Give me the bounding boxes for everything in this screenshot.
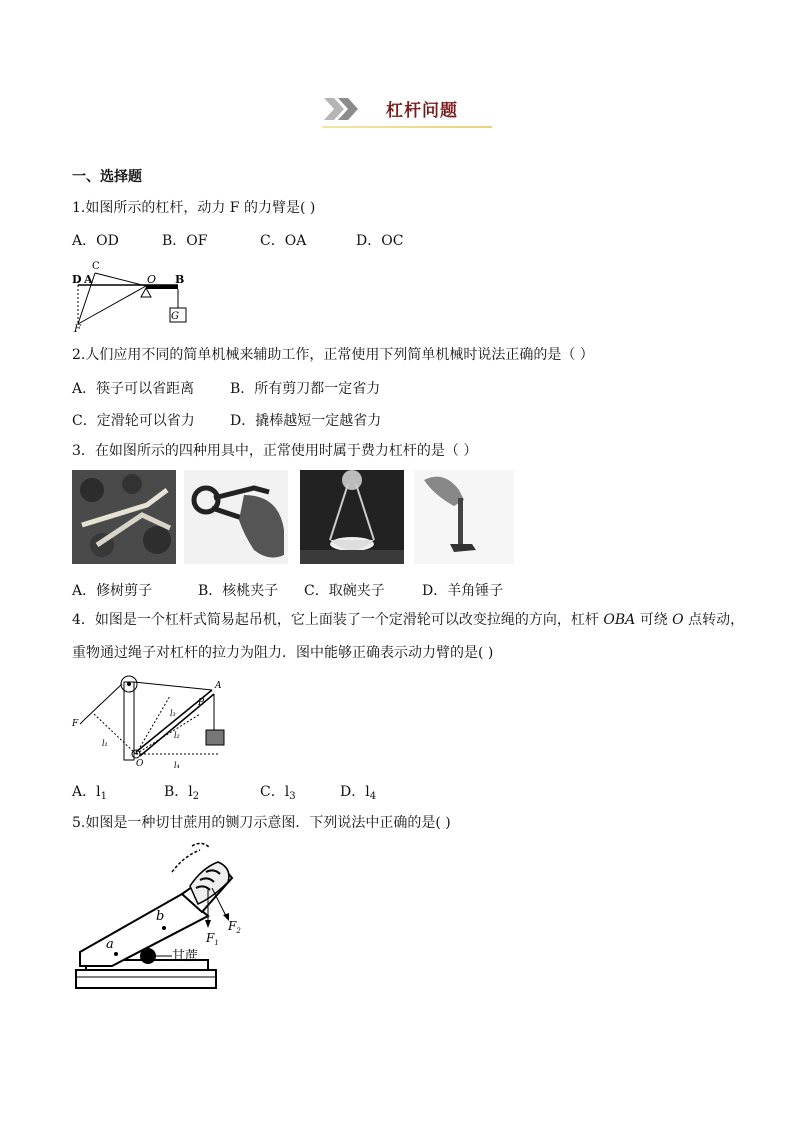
q2-option-d[interactable]: D．撬棒越短一定越省力	[230, 413, 382, 429]
q4-option-c[interactable]: C．$l_3$	[260, 784, 296, 802]
question-1-stem: 1.如图所示的杠杆，动力 F 的力臂是( )	[72, 200, 316, 216]
q5-guillotine-figure	[72, 842, 252, 994]
question-2-options-row2	[72, 410, 472, 430]
q1-label-f: F	[74, 324, 81, 334]
q5-label-sugarcane: 甘蔗	[172, 949, 199, 964]
q1-label-o: O	[147, 273, 157, 286]
q4-label-l2: l₂	[174, 731, 180, 740]
q3-option-b[interactable]: B．核桃夹子	[198, 583, 279, 599]
q4-label-f: F	[72, 719, 79, 729]
question-4-options	[72, 781, 472, 801]
q2-option-c[interactable]: C．定滑轮可以省力	[72, 413, 195, 429]
q1-label-g: G	[171, 311, 179, 322]
q5-label-b: b	[156, 909, 165, 924]
q4-label-l4: l₄	[174, 761, 180, 770]
question-3-stem: 3．在如图所示的四种用具中，正常使用时属于费力杠杆的是（ ）	[72, 443, 478, 459]
q1-lever-figure	[68, 256, 198, 334]
q4-stem-text-e: 点转动，	[683, 612, 745, 628]
question-4-stem-line-1	[72, 610, 744, 630]
claw-hammer-photo	[414, 470, 514, 564]
q1-option-a[interactable]: A．OD	[72, 233, 119, 249]
q3-option-a[interactable]: A．修树剪子	[72, 583, 153, 599]
bowl-clamp-photo	[300, 470, 404, 564]
q4-stem-text-c: 可绕	[635, 612, 673, 628]
q1-option-d[interactable]: D．OC	[356, 233, 404, 249]
question-2-stem: 2.人们应用不同的简单机械来辅助工作，正常使用下列简单机械时说法正确的是（ ）	[72, 347, 594, 363]
q3-option-c[interactable]: C．取碗夹子	[304, 583, 385, 599]
question-2-options-row1	[72, 378, 472, 398]
section-heading: 一、选择题	[72, 169, 142, 185]
question-3-options	[72, 580, 532, 600]
q4-option-b[interactable]: B．$l_2$	[164, 784, 200, 802]
page-title-block	[320, 92, 495, 132]
double-chevron-icon	[322, 96, 362, 122]
q1-option-c[interactable]: C．OA	[260, 233, 307, 249]
q4-stem-text-a: 4．如图是一个杠杆式简易起吊机，它上面装了一个定滑轮可以改变拉绳的方向，杠杆	[72, 612, 604, 628]
tree-pruning-shears-photo	[72, 470, 176, 564]
q4-label-b: B	[198, 698, 205, 708]
q2-option-b[interactable]: B．所有剪刀都一定省力	[230, 381, 381, 397]
q5-label-f2: $F_2$	[228, 919, 241, 935]
q1-label-a: A	[84, 273, 93, 286]
q4-option-d[interactable]: D．$l_4$	[340, 784, 377, 802]
q4-option-a[interactable]: A．$l_1$	[72, 784, 107, 802]
page-title: 杠杆问题	[386, 101, 458, 121]
question-4-stem-line-2: 重物通过绳子对杠杆的拉力为阻力．图中能够正确表示动力臂的是( )	[72, 645, 494, 661]
question-1-options	[72, 230, 472, 250]
title-underline	[322, 126, 492, 128]
q2-option-a[interactable]: A．筷子可以省距离	[72, 381, 195, 397]
question-5-stem: 5.如图是一种切甘蔗用的铡刀示意图．下列说法中正确的是( )	[72, 815, 451, 831]
q3-option-d[interactable]: D．羊角锤子	[422, 583, 504, 599]
q4-label-l1: l₁	[102, 739, 108, 748]
q4-label-a: A	[215, 681, 222, 691]
q1-label-b: B	[175, 273, 185, 286]
q4-label-l3: l₃	[170, 709, 176, 718]
q5-label-a: a	[106, 937, 114, 952]
q1-label-d: D	[72, 273, 82, 286]
walnut-cracker-photo	[184, 470, 288, 564]
q5-label-f1: $F_1$	[206, 931, 219, 947]
q4-label-o: O	[136, 759, 144, 769]
q1-label-c: C	[92, 261, 100, 272]
q4-crane-figure	[70, 670, 230, 770]
q4-stem-pivot-name: O	[672, 612, 684, 628]
q4-stem-lever-name: OBA	[603, 612, 636, 628]
q1-option-b[interactable]: B．OF	[162, 233, 208, 249]
